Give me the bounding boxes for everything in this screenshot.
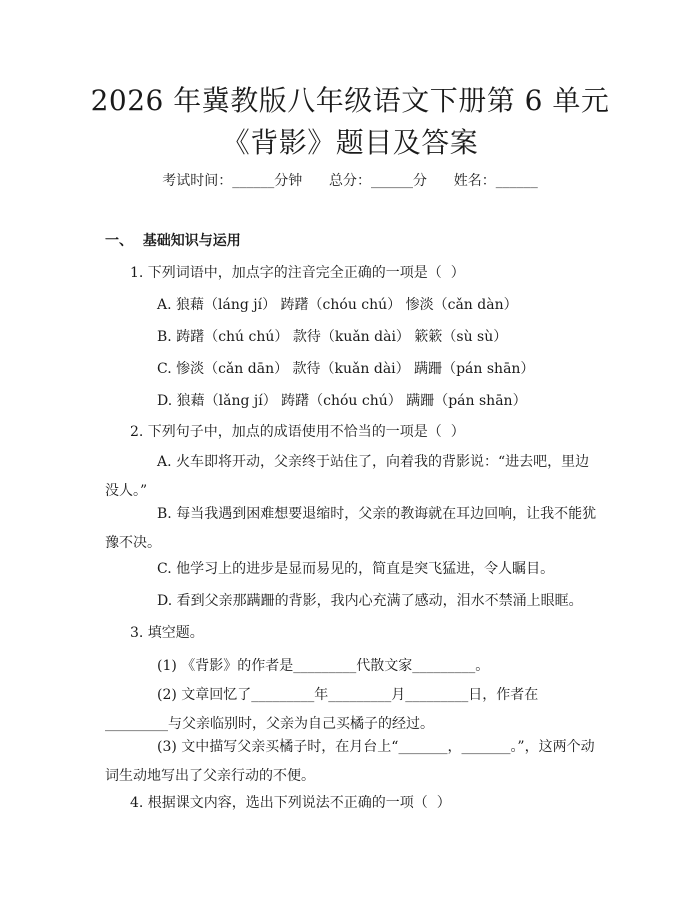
question-3-item-3: (3) 文中描写父亲买橘子时，在月台上“_______，_______。”，这两个动词生动地写出了父亲行动的不便。 (105, 739, 595, 784)
question-3-item-1: (1) 《背影》的作者是_________代散文家_________。 (157, 658, 490, 674)
question-2-option-c: C. 他学习上的进步是显而易见的，简直是突飞猛进，令人瞩目。 (157, 561, 555, 577)
question-1-option-d: D. 狼藉（lǎng jí） 踌躇（chóu chú） 蹒跚（pán shān） (157, 393, 527, 409)
question-1-option-a: A. 狼藉（láng jí） 踌躇（chóu chú） 惨淡（cǎn dàn） (157, 297, 518, 313)
question-4-stem: 4. 根据课文内容，选出下列说法不正确的一项（ ） (130, 795, 451, 811)
page-title: 2026 年冀教版八年级语文下册第 6 单元《背影》题目及答案 (90, 84, 610, 159)
question-2-option-d: D. 看到父亲那蹒跚的背影，我内心充满了感动，泪水不禁涌上眼眶。 (157, 593, 583, 609)
question-2-stem: 2. 下列句子中，加点的成语使用不恰当的一项是（ ） (130, 424, 465, 440)
question-1-stem: 1. 下列词语中，加点字的注音完全正确的一项是（ ） (130, 265, 465, 281)
question-1-option-b: B. 踌躇（chú chú） 款待（kuǎn dài） 簌簌（sù sù） (157, 329, 508, 345)
question-3-stem: 3. 填空题。 (130, 625, 204, 641)
question-2-option-b: B. 每当我遇到困难想要退缩时，父亲的教诲就在耳边回响，让我不能犹豫不决。 (105, 506, 597, 551)
section-heading: 一、 基础知识与运用 (105, 233, 241, 249)
question-1-option-c: C. 惨淡（cǎn dān） 款待（kuǎn dài） 蹒跚（pán shān） (157, 361, 535, 377)
question-2-option-a: A. 火车即将开动，父亲终于站住了，向着我的背影说：“进去吧，里边没人。” (105, 454, 590, 499)
question-3-item-2: (2) 文章回忆了_________年_________月_________日，作者在_________与父亲临别时，父亲为自己买橘子的经过。 (105, 687, 539, 732)
exam-info-line: 考试时间：______分钟 总分：______分 姓名：______ (162, 173, 538, 189)
